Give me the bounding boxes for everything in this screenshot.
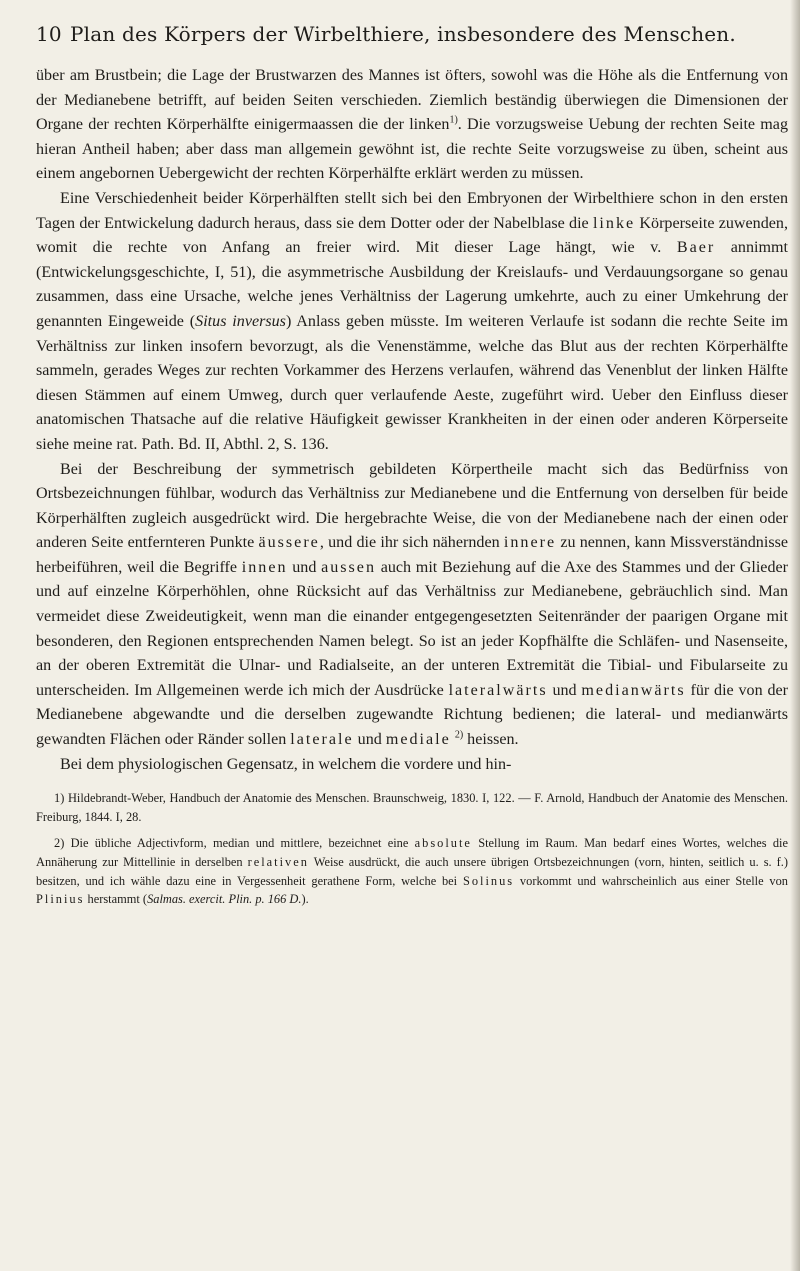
emphasis-relativen: relativen [247, 855, 309, 869]
paragraph-text: . Die vorzugsweise Uebung der rechten Seite mag hieran Antheil haben; aber dass man allgemein gewöhnt ist, die rechte Seite vorzugsweise zu üben, scheint aus einem angebornen Uebergewicht der rechten Körperhälfte erklärt werden zu müssen. [36, 116, 788, 183]
emphasis-mediale: mediale [385, 731, 451, 749]
paragraph-text: Körperseite zuwenden, womit die rechte von Anfang an freier wird. Mit dieser Lage hängt, wie v. [36, 214, 788, 257]
page-edge-shadow [790, 0, 800, 1271]
paragraph-text: zu nennen, kann Missverständnisse herbeiführen, weil die Begriffe [36, 534, 788, 576]
footnote-text: Weise ausdrückt, die auch unsere übrigen Ortsbezeichnungen (vorn, hinten, seitlich u. s. f.) besitzen, und ich wähle dazu eine in Vergessenheit gerathene Form, welche bei [36, 855, 788, 888]
running-header [36, 22, 788, 52]
emphasis-aeussere: äussere [258, 534, 320, 552]
paragraph-text: und [353, 731, 386, 749]
emphasis-medianwaerts: medianwärts [581, 681, 686, 699]
emphasis-aussen: aussen [321, 558, 376, 576]
emphasis-absolute: absolute [414, 836, 472, 851]
paragraph-3 [36, 458, 788, 753]
footnote-ref-2[interactable]: 2) [454, 729, 464, 741]
paragraph-text: Bei der Beschreibung der symmetrisch gebildeten Körpertheile macht sich das Bedürfniss von Ortsbezeichnungen fühlbar, wodurch das Verhältniss zur Medianebene und die Entfernung von derselben für beide Körperhälften zugleich ausgedrückt wird. Die hergebrachte Weise, die von der Medianebene nach der einen oder anderen Seite entfernteren Punkte [36, 460, 788, 552]
body-text [36, 64, 788, 777]
paragraph-2 [36, 187, 788, 458]
book-page [36, 0, 788, 917]
emphasis-linke: linke [592, 214, 636, 232]
footnote-text: 2) Die übliche Adjectivform, median und mittlere, bezeichnet eine [54, 836, 415, 851]
author-plinius: Plinius [36, 892, 85, 907]
paragraph-text: Eine Verschiedenheit beider Körperhälften stellt sich bei den Embryonen der Wirbelthiere schon in den ersten Tagen der Entwickelung dadurch heraus, dass sie dem Dotter oder der Nabelblase die [36, 189, 788, 232]
footnote-2 [36, 834, 788, 908]
paragraph-text: für die von der Medianebene abgewandte und die derselben zugewandte Richtung bedienen; die lateral- und medianwärts gewandten Flächen oder Ränder sollen [36, 681, 789, 749]
citation-salmas: Salmas. exercit. Plin. p. 166 D. [147, 892, 302, 907]
paragraph-text: auch mit Beziehung auf die Axe des Stammes und der Glieder und auf einzelne Körperhöhlen, ohne Rücksicht auf das Verhältniss zur Medianebene, gebräuchlich sind. Man vermeidet diese Zweideutigkeit, wenn man die einander entgegengesetzten Seitenränder der paarigen Organe mit besonderen, den Regionen entsprechenden Namen belegt. So ist an jeder Kopfhälfte die Schläfen- und Nasenseite, an der oberen Extremität die Ulnar- und Radialseite, an der unteren Extremität die Tibial- und Fibularseite zu unterscheiden. Im Allgemeinen werde ich mich der Ausdrücke [36, 558, 788, 699]
emphasis-lateralwaerts: lateralwärts [448, 681, 548, 699]
footnotes [36, 789, 788, 909]
paragraph-text: und [287, 558, 322, 576]
footnote-text: Stellung im Raum. Man bedarf eines Wortes, welches die Annäherung zur Mittellinie in derselben [36, 836, 788, 869]
footnote-ref-1[interactable]: 1) [449, 114, 458, 126]
paragraph-text: ) Anlass geben müsste. Im weiteren Verlaufe ist sodann die rechte Seite im Verhältniss zur linken insofern bevorzugt, als die Venenstämme, welche das Blut aus der rechten Körperhälfte sammeln, gerades Weges zur rechten Vorkammer des Herzens verlaufen, während das Venenblut der linken Hälfte diesen Stämmen auf einem Umweg, durch quer verlaufende Aeste, zugeführt wird. Ueber den Einfluss dieser anatomischen Thatsache auf die relative Häufigkeit gewisser Krankheiten in der einen oder anderen Körperseite siehe meine rat. Path. Bd. II, Abthl. 2, S. 136. [36, 312, 788, 453]
author-name-baer: Baer [676, 239, 716, 257]
emphasis-innere: innere [503, 534, 557, 552]
paragraph-text: , und die ihr sich nähernden [319, 534, 504, 552]
paragraph-text: über am Brustbein; die Lage der Brustwarzen des Mannes ist öfters, sowohl was die Höhe als die Entfernung von der Medianebene betrifft, auf beiden Seiten verschieden. Ziemlich beständig überwiegen die Dimensionen der Organe der rechten Körperhälfte einigermaassen die der linken [36, 67, 788, 134]
footnote-1: 1) Hildebrandt-Weber, Handbuch der Anatomie des Menschen. Braunschweig, 1830. I, 122. — F. Arnold, Handbuch der Anatomie des Menschen. Freiburg, 1844. I, 28. [36, 791, 788, 824]
paragraph-text: und [547, 681, 582, 699]
running-title: Plan des Körpers der Wirbelthiere, insbesondere des Menschen. [70, 22, 736, 46]
term-situs-inversus: Situs inversus [195, 312, 286, 330]
footnote-text: herstammt ( [84, 892, 148, 907]
author-solinus: Solinus [462, 873, 515, 888]
paragraph-text: heissen. [463, 731, 519, 749]
footnote-text: ). [301, 892, 309, 907]
paragraph-1 [36, 64, 788, 187]
footnote-text: vorkommt und wahrscheinlich aus einer Stelle von [514, 873, 789, 888]
page-number: 10 [36, 22, 62, 46]
paragraph-text: annimmt (Entwickelungsgeschichte, I, 51), die asymmetrische Ausbildung der Kreislaufs- und Verdauungsorgane so genau zusammen, dass eine Ursache, welche jenes Verhältniss der Lagerung umkehrte, auch zu einer Umkehrung der genannten Eingeweide ( [36, 239, 788, 330]
paragraph-4: Bei dem physiologischen Gegensatz, in welchem die vordere und hin- [60, 755, 512, 773]
emphasis-laterale: laterale [290, 731, 354, 749]
emphasis-innen: innen [241, 558, 288, 576]
